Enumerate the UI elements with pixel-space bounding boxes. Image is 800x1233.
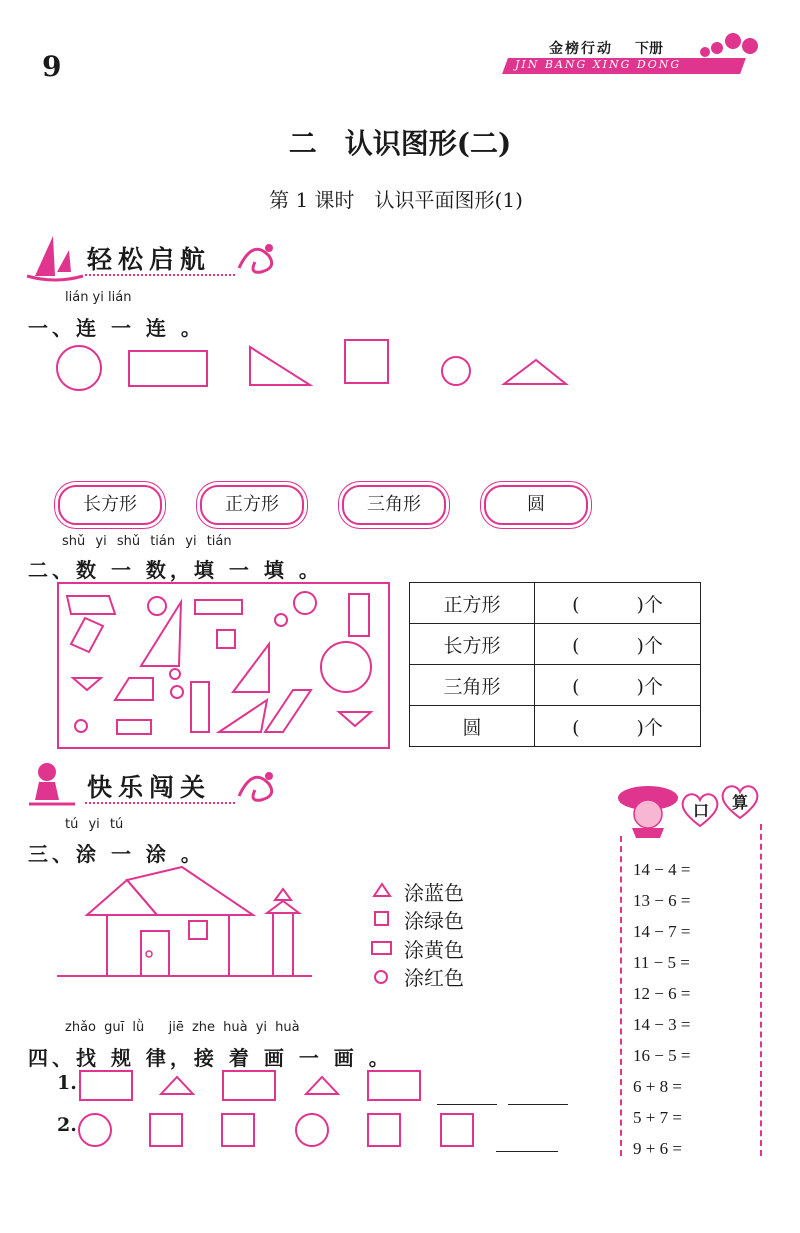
header-pinyin: JIN BANG XING DONG [515, 58, 682, 71]
q4-row1-blank-1[interactable] [437, 1104, 497, 1105]
mental-math-item: 5 + 7 = [633, 1108, 682, 1127]
q4-row1-blank-2[interactable] [508, 1104, 568, 1105]
label-circle[interactable]: 圆 [484, 485, 588, 525]
table-row [410, 706, 701, 747]
shape-rectangle [129, 351, 207, 386]
shape-circle-large [57, 346, 101, 390]
legend-label: 涂绿色 [404, 909, 464, 933]
girl-hat-icon [612, 782, 684, 838]
legend-label: 涂蓝色 [404, 881, 464, 905]
mental-math-item: 11 − 5 = [633, 953, 690, 972]
header-brand-title: 金榜行动 [549, 41, 613, 57]
table-cell-shape: 正方形 [410, 583, 535, 624]
sailboat-icon [25, 232, 85, 282]
q4-row2-blank[interactable] [496, 1151, 558, 1152]
rectangle-icon [370, 938, 394, 958]
header-dots-icon [695, 32, 775, 72]
mental-math-heading-1: 口 [693, 801, 710, 820]
mental-math-border-left [620, 836, 622, 1156]
mental-math-item: 6 + 8 = [633, 1077, 682, 1096]
mental-math-heading-2: 算 [732, 793, 749, 812]
flower-swirl-icon [233, 766, 281, 806]
q4-row2-pattern [75, 1111, 495, 1151]
q2-shape-picture [57, 582, 391, 750]
table-cell-shape: 长方形 [410, 624, 535, 665]
mental-math-item: 12 − 6 = [633, 984, 691, 1003]
q4-row2-label: 2. [57, 1114, 77, 1136]
table-cell-blank[interactable]: ( )个 [535, 665, 701, 706]
label-square[interactable]: 正方形 [200, 485, 304, 525]
q4-pinyin: zhǎo guī lǜ jiē zhe huà yi huà [65, 1020, 300, 1035]
banner-underline [85, 802, 235, 804]
q3-title: 三、涂 一 涂 。 [28, 842, 205, 866]
section-banner-happy-challenge [25, 758, 285, 810]
shape-circle-small [442, 357, 470, 385]
section-banner-title: 快乐闯关 [87, 773, 212, 802]
label-rectangle[interactable]: 长方形 [58, 485, 162, 525]
q2-title: 二、数 一 数，填 一 填 。 [28, 558, 323, 582]
q1-title: 一、连 一 连 。 [28, 316, 205, 340]
q4-row1-pattern [75, 1066, 595, 1106]
q1-pinyin: lián yi lián [65, 290, 132, 305]
table-row [410, 665, 701, 706]
table-row [410, 624, 701, 665]
mental-math-item: 14 − 4 = [633, 860, 691, 879]
page-number: 9 [42, 50, 62, 83]
lesson-title: 第 1 课时 认识平面图形(1) [269, 188, 523, 212]
label-triangle[interactable]: 三角形 [342, 485, 446, 525]
circle-icon [372, 967, 392, 987]
shape-right-triangle [250, 347, 310, 385]
flower-swirl-icon [233, 238, 281, 278]
q4-title: 四、找 规 律，接 着 画 一 画 。 [28, 1046, 393, 1070]
mental-math-item: 13 − 6 = [633, 891, 691, 910]
header-brand [505, 38, 765, 78]
table-cell-blank[interactable]: ( )个 [535, 583, 701, 624]
q3-house-picture [57, 865, 317, 980]
section-banner-title: 轻松启航 [87, 245, 212, 274]
mental-math-item: 16 − 5 = [633, 1046, 691, 1065]
kid-climbing-icon [25, 758, 80, 810]
header-volume: 下册 [635, 41, 663, 57]
mental-math-item: 14 − 3 = [633, 1015, 691, 1034]
q3-pinyin: tú yi tú [65, 817, 124, 832]
table-cell-blank[interactable]: ( )个 [535, 706, 701, 747]
section-banner-easy-start [25, 232, 285, 282]
q4-row1-label: 1. [57, 1072, 77, 1094]
square-icon [372, 909, 392, 929]
shape-square [345, 340, 388, 383]
q2-pinyin: shǔ yi shǔ tián yi tián [62, 534, 232, 549]
chapter-title: 二 认识图形(二) [288, 127, 512, 160]
legend-label: 涂红色 [404, 966, 464, 990]
table-row [410, 583, 701, 624]
table-cell-shape: 圆 [410, 706, 535, 747]
q2-count-table [409, 582, 701, 747]
shape-triangle [504, 360, 566, 384]
triangle-icon [372, 880, 392, 900]
banner-underline [85, 274, 235, 276]
mental-math-item: 14 − 7 = [633, 922, 691, 941]
legend-label: 涂黄色 [404, 938, 464, 962]
mental-math-item: 9 + 6 = [633, 1139, 682, 1158]
mental-math-border-right [760, 824, 762, 1156]
table-cell-blank[interactable]: ( )个 [535, 624, 701, 665]
q1-shapes [50, 335, 610, 395]
table-cell-shape: 三角形 [410, 665, 535, 706]
